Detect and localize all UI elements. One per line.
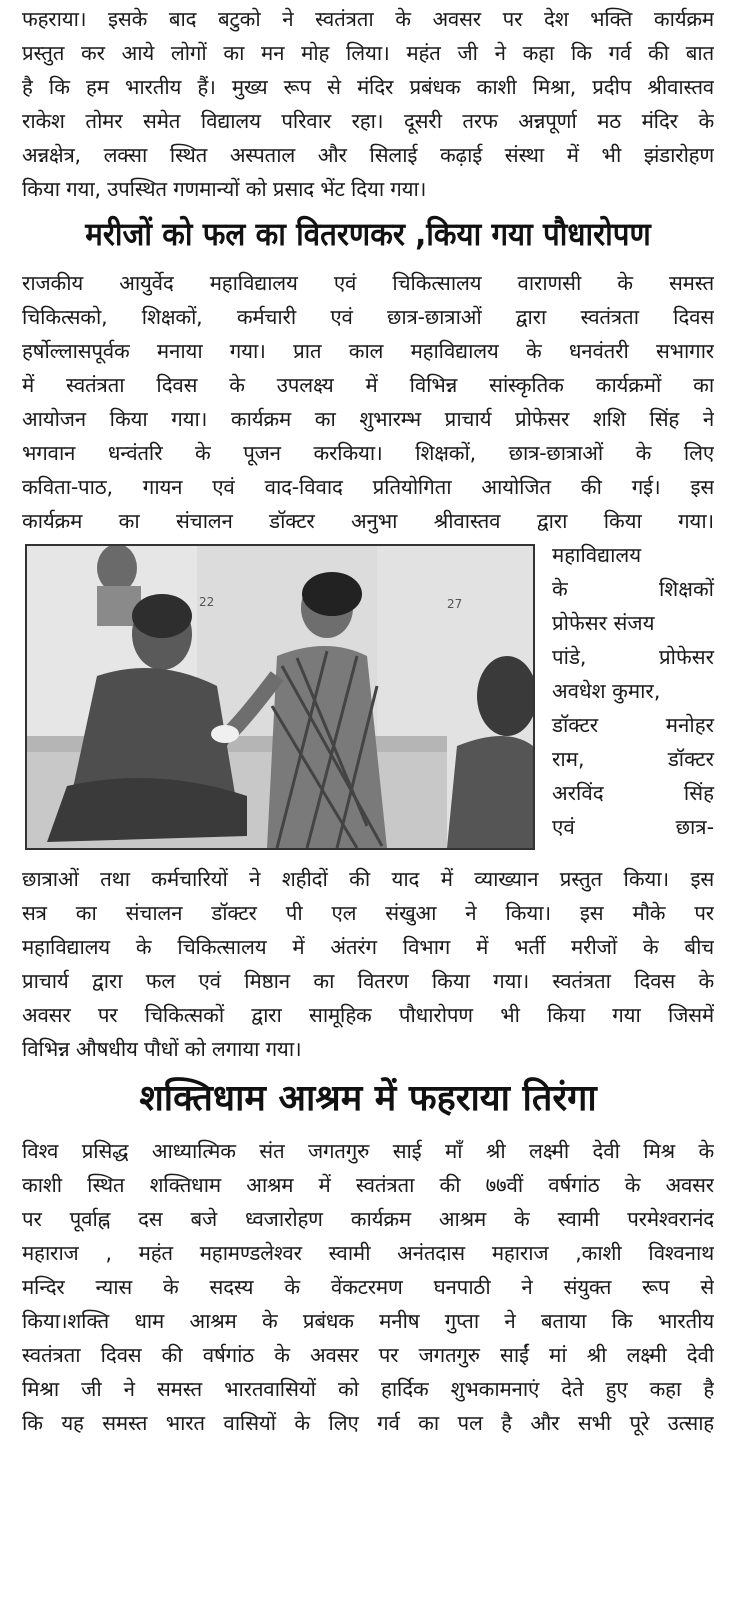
text-line: महाविद्यालय (552, 543, 642, 567)
text-line: आयोजन किया गया। कार्यक्रम का शुभारम्भ प्राचार्य प्रोफेसर शशि सिंह ने (22, 407, 714, 431)
text-line: प्राचार्य द्वारा फल एवं मिष्ठान का वितरण किया गया। स्वतंत्रता दिवस के (22, 969, 714, 993)
article-paragraph-1 (22, 2, 714, 206)
article-paragraph-3 (22, 862, 714, 1066)
text-line: अरविंद सिंह (552, 781, 714, 805)
text-line: डॉक्टर मनोहर (552, 713, 714, 737)
text-line: मिश्रा जी ने समस्त भारतवासियों को हार्दिक शुभकामनाएं देते हुए कहा है (22, 1377, 714, 1401)
text-line: मन्दिर न्यास के सदस्य के वेंकटरमण घनपाठी ने संयुक्त रूप से (22, 1275, 714, 1299)
text-line: राकेश तोमर समेत विद्यालय परिवार रहा। दूसरी तरफ अन्नपूर्णा मठ मंदिर के (22, 109, 714, 133)
headline-fruit-distribution: मरीजों को फल का वितरणकर ,किया गया पौधारोपण (85, 215, 651, 253)
text-line: महाराज , महंत महामण्डलेश्वर स्वामी अनंतदास महाराज ,काशी विश्वनाथ (22, 1241, 714, 1265)
text-line: कविता-पाठ, गायन एवं वाद-विवाद प्रतियोगिता आयोजित की गई। इस (22, 475, 714, 499)
text-line: में स्वतंत्रता दिवस के उपलक्ष्य में विभिन्न सांस्कृतिक कार्यक्रमों का (22, 373, 714, 397)
text-line: सत्र का संचालन डॉक्टर पी एल संखुआ ने किया। इस मौके पर (22, 901, 714, 925)
text-line: एवं छात्र- (552, 815, 714, 839)
photo-illustration (27, 546, 533, 848)
text-line: के शिक्षकों (552, 577, 714, 601)
text-line: किया गया, उपस्थित गणमान्यों को प्रसाद भेंट दिया गया। (22, 177, 427, 201)
text-line: विभिन्न औषधीय पौधों को लगाया गया। (22, 1037, 302, 1061)
text-line: फहराया। इसके बाद बटुको ने स्वतंत्रता के अवसर पर देश भक्ति कार्यक्रम (22, 7, 714, 31)
text-line: महाविद्यालय के चिकित्सालय में अंतरंग विभाग में भर्ती मरीजों के बीच (22, 935, 714, 959)
photo-side-text (552, 538, 714, 844)
headline-shaktidham-flag: शक्तिधाम आश्रम में फहराया तिरंगा (139, 1078, 597, 1119)
text-line: राम, डॉक्टर (552, 747, 714, 771)
photo-section (22, 538, 714, 862)
newspaper-clipping (22, 0, 714, 1440)
text-line: छात्राओं तथा कर्मचारियों ने शहीदों की याद में व्याख्यान प्रस्तुत किया। इस (22, 867, 714, 891)
text-line: भगवान धन्वंतरि के पूजन करकिया। शिक्षकों, छात्र-छात्राओं के लिए (22, 441, 714, 465)
bed-number-left: 22 (199, 595, 215, 609)
text-line: है कि हम भारतीय हैं। मुख्य रूप से मंदिर प्रबंधक काशी मिश्रा, प्रदीप श्रीवास्तव (22, 75, 714, 99)
text-line: प्रस्तुत कर आये लोगों का मन मोह लिया। महंत जी ने कहा कि गर्व की बात (22, 41, 714, 65)
article-paragraph-4 (22, 1134, 714, 1440)
text-line: राजकीय आयुर्वेद महाविद्यालय एवं चिकित्सालय वाराणसी के समस्त (22, 271, 714, 295)
text-line: पर पूर्वाह्न दस बजे ध्वजारोहण कार्यक्रम आश्रम के स्वामी परमेश्वरानंद (22, 1207, 714, 1231)
text-line: पांडे, प्रोफेसर (552, 645, 714, 669)
text-line: अवधेश कुमार, (552, 679, 661, 703)
text-line: कि यह समस्त भारत वासियों के लिए गर्व का पल है और सभी पूरे उत्साह (22, 1411, 714, 1435)
text-line: किया।शक्ति धाम आश्रम के प्रबंधक मनीष गुप्ता ने बताया कि भारतीय (22, 1309, 714, 1333)
text-line: स्वतंत्रता दिवस की वर्षगांठ के अवसर पर जगतगुरु साईं मां श्री लक्ष्मी देवी (22, 1343, 714, 1367)
text-line: काशी स्थित शक्तिधाम आश्रम में स्वतंत्रता की ७७वीं वर्षगांठ के अवसर (22, 1173, 714, 1197)
text-line: प्रोफेसर संजय (552, 611, 655, 635)
article-paragraph-2 (22, 266, 714, 538)
bed-number-right: 27 (447, 597, 463, 611)
text-line: विश्व प्रसिद्ध आध्यात्मिक संत जगतगुरु साई माँ श्री लक्ष्मी देवी मिश्र के (22, 1139, 714, 1163)
news-photo (25, 544, 535, 850)
text-line: अवसर पर चिकित्सकों द्वारा सामूहिक पौधारोपण भी किया गया जिसमें (22, 1003, 714, 1027)
text-line: कार्यक्रम का संचालन डॉक्टर अनुभा श्रीवास्तव द्वारा किया गया। (22, 509, 714, 533)
text-line: चिकित्सको, शिक्षकों, कर्मचारी एवं छात्र-छात्राओं द्वारा स्वतंत्रता दिवस (22, 305, 714, 329)
text-line: अन्नक्षेत्र, लक्सा स्थित अस्पताल और सिलाई कढ़ाई संस्था में भी झंडारोहण (22, 143, 714, 167)
text-line: हर्षोल्लासपूर्वक मनाया गया। प्रात काल महाविद्यालय के धनवंतरी सभागार (22, 339, 714, 363)
